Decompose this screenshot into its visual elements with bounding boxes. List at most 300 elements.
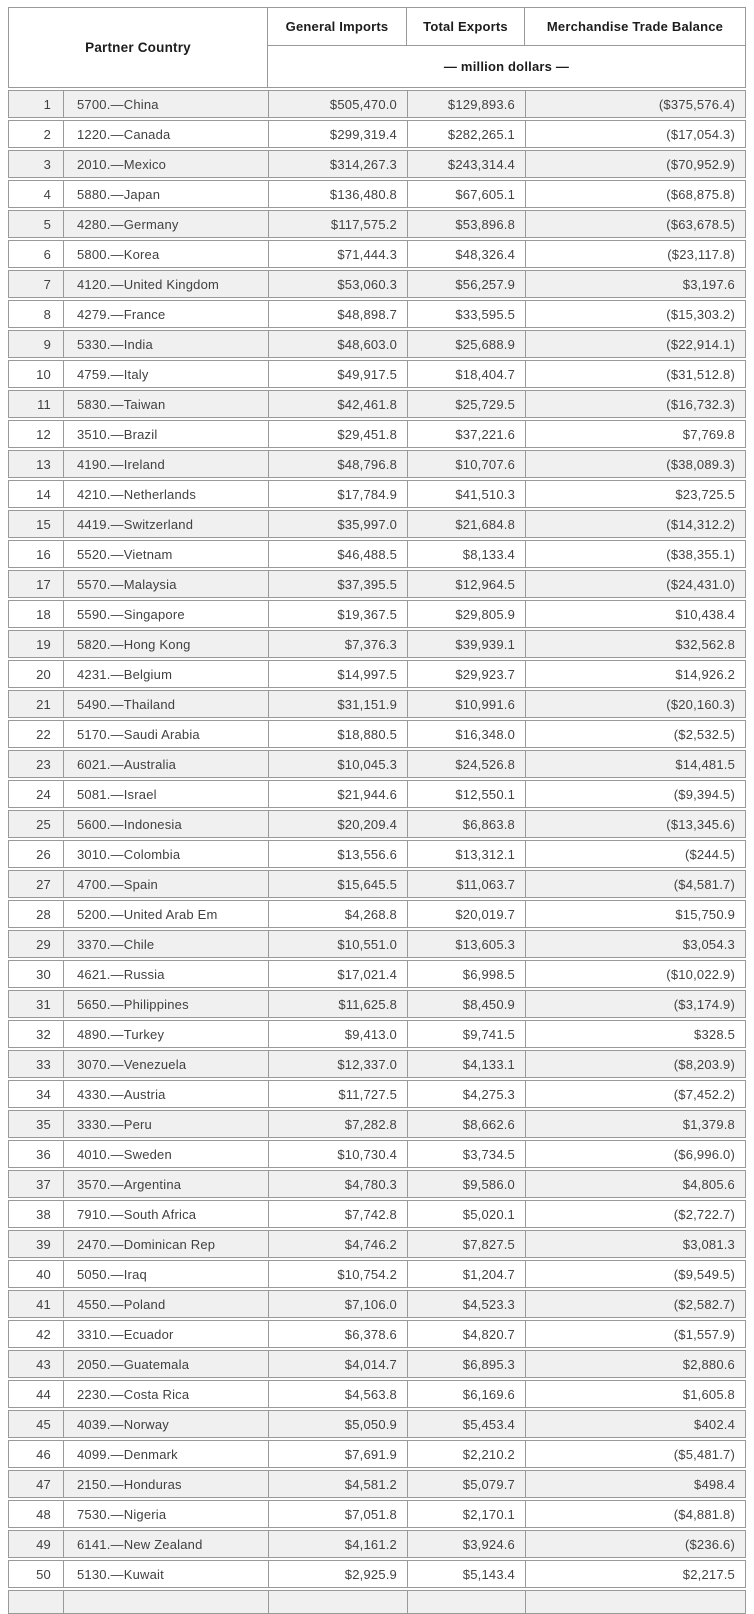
country-cell: 4621.—Russia	[63, 961, 268, 987]
country-cell: 3510.—Brazil	[63, 421, 268, 447]
table-row	[8, 1500, 746, 1528]
rank-cell: 36	[36, 1146, 51, 1162]
imports-cell: $10,045.3	[268, 751, 407, 777]
balance-cell: $32,562.8	[525, 631, 745, 657]
balance-cell: $14,926.2	[525, 661, 745, 687]
country-cell: 5570.—Malaysia	[63, 571, 268, 597]
balance-cell: ($17,054.3)	[525, 121, 745, 147]
imports-cell: $117,575.2	[268, 211, 407, 237]
column-header-total-exports: Total Exports	[407, 8, 525, 45]
balance-cell: ($6,996.0)	[525, 1141, 745, 1167]
imports-cell: $42,461.8	[268, 391, 407, 417]
country-cell: 2010.—Mexico	[63, 151, 268, 177]
exports-cell: $5,020.1	[407, 1201, 525, 1227]
balance-cell: ($38,089.3)	[525, 451, 745, 477]
imports-cell: $71,444.3	[268, 241, 407, 267]
table-row	[8, 1020, 746, 1048]
imports-cell: $6,378.6	[268, 1321, 407, 1347]
rank-cell: 22	[36, 726, 51, 742]
balance-cell: $10,438.4	[525, 601, 745, 627]
exports-cell: $4,523.3	[407, 1291, 525, 1317]
imports-cell: $9,413.0	[268, 1021, 407, 1047]
imports-cell: $20,209.4	[268, 811, 407, 837]
balance-cell: ($7,452.2)	[525, 1081, 745, 1107]
country-cell: 4279.—France	[63, 301, 268, 327]
imports-cell: $4,780.3	[268, 1171, 407, 1197]
balance-cell: ($23,117.8)	[525, 241, 745, 267]
rank-cell: 9	[43, 336, 51, 352]
rank-cell: 48	[36, 1506, 51, 1522]
table-row	[8, 330, 746, 358]
imports-cell: $17,784.9	[268, 481, 407, 507]
country-cell: 2470.—Dominican Rep	[63, 1231, 268, 1257]
table-row	[8, 1440, 746, 1468]
country-cell: 4759.—Italy	[63, 361, 268, 387]
balance-cell: ($10,022.9)	[525, 961, 745, 987]
imports-cell: $2,925.9	[268, 1561, 407, 1587]
rank-cell: 49	[36, 1536, 51, 1552]
exports-cell: $24,526.8	[407, 751, 525, 777]
balance-cell: $2,880.6	[525, 1351, 745, 1377]
rank-cell	[9, 1591, 63, 1613]
exports-cell: $6,998.5	[407, 961, 525, 987]
table-row	[8, 1110, 746, 1138]
country-cell: 3310.—Ecuador	[63, 1321, 268, 1347]
rank-cell: 14	[36, 486, 51, 502]
rank-cell: 10	[36, 366, 51, 382]
table-row	[8, 1260, 746, 1288]
trade-table	[8, 7, 746, 1614]
table-row-partial	[8, 1590, 746, 1614]
balance-cell: $3,054.3	[525, 931, 745, 957]
rank-cell: 19	[36, 636, 51, 652]
imports-cell: $7,742.8	[268, 1201, 407, 1227]
rank-cell: 1	[43, 96, 51, 112]
balance-cell: ($1,557.9)	[525, 1321, 745, 1347]
rank-cell: 46	[36, 1446, 51, 1462]
imports-cell: $7,376.3	[268, 631, 407, 657]
balance-cell: ($375,576.4)	[525, 91, 745, 117]
table-row	[8, 1410, 746, 1438]
rank-cell: 12	[36, 426, 51, 442]
country-cell: 5600.—Indonesia	[63, 811, 268, 837]
exports-cell: $12,550.1	[407, 781, 525, 807]
exports-cell: $6,863.8	[407, 811, 525, 837]
imports-cell: $11,625.8	[268, 991, 407, 1017]
balance-cell	[525, 1591, 745, 1613]
country-cell: 5130.—Kuwait	[63, 1561, 268, 1587]
balance-cell: $3,197.6	[525, 271, 745, 297]
unit-label-million-dollars: — million dollars —	[443, 59, 570, 74]
rank-cell: 39	[36, 1236, 51, 1252]
country-cell: 5170.—Saudi Arabia	[63, 721, 268, 747]
table-row	[8, 1230, 746, 1258]
country-cell: 1220.—Canada	[63, 121, 268, 147]
country-cell: 4010.—Sweden	[63, 1141, 268, 1167]
exports-cell: $4,133.1	[407, 1051, 525, 1077]
balance-cell: ($31,512.8)	[525, 361, 745, 387]
balance-cell: $23,725.5	[525, 481, 745, 507]
country-cell: 5200.—United Arab Em	[63, 901, 268, 927]
balance-cell: ($2,532.5)	[525, 721, 745, 747]
exports-cell: $48,326.4	[407, 241, 525, 267]
table-row	[8, 300, 746, 328]
exports-cell: $9,586.0	[407, 1171, 525, 1197]
table-row	[8, 360, 746, 388]
balance-cell: $498.4	[525, 1471, 745, 1497]
balance-cell: ($16,732.3)	[525, 391, 745, 417]
country-cell: 3370.—Chile	[63, 931, 268, 957]
rank-cell: 32	[36, 1026, 51, 1042]
imports-cell: $19,367.5	[268, 601, 407, 627]
balance-cell: ($24,431.0)	[525, 571, 745, 597]
balance-cell: ($20,160.3)	[525, 691, 745, 717]
rank-cell: 13	[36, 456, 51, 472]
table-row	[8, 1530, 746, 1558]
exports-cell: $8,450.9	[407, 991, 525, 1017]
table-row	[8, 450, 746, 478]
country-cell: 6021.—Australia	[63, 751, 268, 777]
table-row	[8, 930, 746, 958]
exports-cell: $5,143.4	[407, 1561, 525, 1587]
balance-cell: $15,750.9	[525, 901, 745, 927]
rank-cell: 42	[36, 1326, 51, 1342]
country-cell: 4890.—Turkey	[63, 1021, 268, 1047]
rank-cell: 4	[43, 186, 51, 202]
exports-cell: $39,939.1	[407, 631, 525, 657]
rank-cell: 35	[36, 1116, 51, 1132]
rank-cell: 5	[43, 216, 51, 232]
table-row	[8, 180, 746, 208]
rank-cell: 50	[36, 1566, 51, 1582]
table-header	[8, 7, 746, 88]
imports-cell: $17,021.4	[268, 961, 407, 987]
exports-cell: $37,221.6	[407, 421, 525, 447]
exports-cell: $282,265.1	[407, 121, 525, 147]
exports-cell: $13,312.1	[407, 841, 525, 867]
table-row	[8, 900, 746, 928]
rank-cell: 30	[36, 966, 51, 982]
rank-cell: 20	[36, 666, 51, 682]
balance-cell: ($236.6)	[525, 1531, 745, 1557]
exports-cell: $67,605.1	[407, 181, 525, 207]
exports-cell: $8,133.4	[407, 541, 525, 567]
table-row	[8, 510, 746, 538]
exports-cell: $9,741.5	[407, 1021, 525, 1047]
table-row	[8, 630, 746, 658]
table-body	[8, 90, 746, 1588]
rank-cell: 28	[36, 906, 51, 922]
imports-cell: $48,796.8	[268, 451, 407, 477]
country-cell: 3010.—Colombia	[63, 841, 268, 867]
imports-cell: $7,051.8	[268, 1501, 407, 1527]
country-cell: 4419.—Switzerland	[63, 511, 268, 537]
imports-cell: $5,050.9	[268, 1411, 407, 1437]
exports-cell: $56,257.9	[407, 271, 525, 297]
exports-cell: $5,079.7	[407, 1471, 525, 1497]
exports-cell: $41,510.3	[407, 481, 525, 507]
header-value-columns	[268, 8, 745, 87]
exports-cell: $20,019.7	[407, 901, 525, 927]
imports-cell: $29,451.8	[268, 421, 407, 447]
country-cell: 5650.—Philippines	[63, 991, 268, 1017]
country-cell: 3330.—Peru	[63, 1111, 268, 1137]
table-row	[8, 120, 746, 148]
imports-cell: $53,060.3	[268, 271, 407, 297]
exports-cell: $5,453.4	[407, 1411, 525, 1437]
imports-cell: $10,754.2	[268, 1261, 407, 1287]
balance-cell: ($14,312.2)	[525, 511, 745, 537]
balance-cell: $1,379.8	[525, 1111, 745, 1137]
table-row	[8, 990, 746, 1018]
table-row	[8, 720, 746, 748]
rank-cell: 17	[36, 576, 51, 592]
balance-cell: ($2,582.7)	[525, 1291, 745, 1317]
imports-cell: $4,014.7	[268, 1351, 407, 1377]
exports-cell: $12,964.5	[407, 571, 525, 597]
table-row	[8, 870, 746, 898]
exports-cell: $7,827.5	[407, 1231, 525, 1257]
imports-cell: $46,488.5	[268, 541, 407, 567]
rank-cell: 11	[37, 396, 51, 412]
rank-cell: 47	[36, 1476, 51, 1492]
imports-cell: $12,337.0	[268, 1051, 407, 1077]
exports-cell: $4,820.7	[407, 1321, 525, 1347]
rank-cell: 8	[43, 306, 51, 322]
rank-cell: 37	[36, 1176, 51, 1192]
imports-cell: $37,395.5	[268, 571, 407, 597]
rank-cell: 44	[36, 1386, 51, 1402]
table-row	[8, 1170, 746, 1198]
balance-cell: ($38,355.1)	[525, 541, 745, 567]
imports-cell: $31,151.9	[268, 691, 407, 717]
country-cell: 2230.—Costa Rica	[63, 1381, 268, 1407]
imports-cell: $18,880.5	[268, 721, 407, 747]
imports-cell: $4,161.2	[268, 1531, 407, 1557]
column-header-general-imports: General Imports	[268, 8, 407, 45]
rank-cell: 24	[36, 786, 51, 802]
rank-cell: 2	[43, 126, 51, 142]
country-cell: 3070.—Venezuela	[63, 1051, 268, 1077]
balance-cell: ($68,875.8)	[525, 181, 745, 207]
imports-cell: $4,581.2	[268, 1471, 407, 1497]
imports-cell: $4,563.8	[268, 1381, 407, 1407]
balance-cell: ($70,952.9)	[525, 151, 745, 177]
exports-cell: $29,923.7	[407, 661, 525, 687]
imports-cell: $4,268.8	[268, 901, 407, 927]
exports-cell: $1,204.7	[407, 1261, 525, 1287]
imports-cell: $7,106.0	[268, 1291, 407, 1317]
country-cell: 4280.—Germany	[63, 211, 268, 237]
rank-cell: 38	[36, 1206, 51, 1222]
imports-cell: $15,645.5	[268, 871, 407, 897]
country-cell: 4550.—Poland	[63, 1291, 268, 1317]
exports-cell	[407, 1591, 525, 1613]
table-row	[8, 540, 746, 568]
table-row	[8, 1080, 746, 1108]
imports-cell: $7,282.8	[268, 1111, 407, 1137]
table-row	[8, 750, 746, 778]
imports-cell	[268, 1591, 407, 1613]
rank-cell: 6	[43, 246, 51, 262]
country-cell: 5081.—Israel	[63, 781, 268, 807]
rank-cell: 27	[36, 876, 51, 892]
balance-cell: $402.4	[525, 1411, 745, 1437]
balance-cell: $4,805.6	[525, 1171, 745, 1197]
table-row	[8, 150, 746, 178]
table-row	[8, 600, 746, 628]
table-row	[8, 1380, 746, 1408]
balance-cell: ($8,203.9)	[525, 1051, 745, 1077]
exports-cell: $53,896.8	[407, 211, 525, 237]
exports-cell: $2,170.1	[407, 1501, 525, 1527]
exports-cell: $10,707.6	[407, 451, 525, 477]
imports-cell: $35,997.0	[268, 511, 407, 537]
balance-cell: $7,769.8	[525, 421, 745, 447]
country-cell: 5800.—Korea	[63, 241, 268, 267]
balance-cell: $3,081.3	[525, 1231, 745, 1257]
balance-cell: $1,605.8	[525, 1381, 745, 1407]
imports-cell: $10,551.0	[268, 931, 407, 957]
country-cell: 2050.—Guatemala	[63, 1351, 268, 1377]
table-row	[8, 1290, 746, 1318]
imports-cell: $48,603.0	[268, 331, 407, 357]
rank-cell: 16	[36, 546, 51, 562]
country-cell: 5830.—Taiwan	[63, 391, 268, 417]
balance-cell: $328.5	[525, 1021, 745, 1047]
rank-cell: 33	[36, 1056, 51, 1072]
table-row	[8, 390, 746, 418]
imports-cell: $10,730.4	[268, 1141, 407, 1167]
table-row	[8, 420, 746, 448]
rank-cell: 43	[36, 1356, 51, 1372]
column-header-partner-country: Partner Country	[9, 8, 268, 87]
table-row	[8, 1320, 746, 1348]
balance-cell: $14,481.5	[525, 751, 745, 777]
exports-cell: $129,893.6	[407, 91, 525, 117]
table-row	[8, 1200, 746, 1228]
country-cell: 5700.—China	[63, 91, 268, 117]
rank-cell: 45	[36, 1416, 51, 1432]
table-row	[8, 480, 746, 508]
rank-cell: 25	[36, 816, 51, 832]
balance-cell: ($244.5)	[525, 841, 745, 867]
rank-cell: 41	[36, 1296, 51, 1312]
balance-cell: ($4,881.8)	[525, 1501, 745, 1527]
table-row	[8, 1560, 746, 1588]
table-row	[8, 270, 746, 298]
country-cell: 7910.—South Africa	[63, 1201, 268, 1227]
imports-cell: $4,746.2	[268, 1231, 407, 1257]
country-cell: 7530.—Nigeria	[63, 1501, 268, 1527]
imports-cell: $314,267.3	[268, 151, 407, 177]
exports-cell: $21,684.8	[407, 511, 525, 537]
imports-cell: $14,997.5	[268, 661, 407, 687]
rank-cell: 15	[36, 516, 51, 532]
table-row	[8, 90, 746, 118]
table-row	[8, 780, 746, 808]
exports-cell: $13,605.3	[407, 931, 525, 957]
table-row	[8, 240, 746, 268]
country-cell: 4330.—Austria	[63, 1081, 268, 1107]
exports-cell: $18,404.7	[407, 361, 525, 387]
rank-cell: 40	[36, 1266, 51, 1282]
rank-cell: 18	[36, 606, 51, 622]
country-cell: 5330.—India	[63, 331, 268, 357]
exports-cell: $6,895.3	[407, 1351, 525, 1377]
country-cell: 4120.—United Kingdom	[63, 271, 268, 297]
exports-cell: $25,688.9	[407, 331, 525, 357]
country-cell: 5590.—Singapore	[63, 601, 268, 627]
table-row	[8, 840, 746, 868]
exports-cell: $25,729.5	[407, 391, 525, 417]
balance-cell: ($22,914.1)	[525, 331, 745, 357]
exports-cell: $16,348.0	[407, 721, 525, 747]
exports-cell: $8,662.6	[407, 1111, 525, 1137]
country-cell: 5520.—Vietnam	[63, 541, 268, 567]
exports-cell: $33,595.5	[407, 301, 525, 327]
balance-cell: ($63,678.5)	[525, 211, 745, 237]
country-cell	[63, 1591, 268, 1613]
imports-cell: $48,898.7	[268, 301, 407, 327]
exports-cell: $11,063.7	[407, 871, 525, 897]
country-cell: 4210.—Netherlands	[63, 481, 268, 507]
country-cell: 2150.—Honduras	[63, 1471, 268, 1497]
exports-cell: $4,275.3	[407, 1081, 525, 1107]
imports-cell: $11,727.5	[268, 1081, 407, 1107]
table-row	[8, 810, 746, 838]
table-row	[8, 960, 746, 988]
table-row	[8, 1140, 746, 1168]
rank-cell: 34	[36, 1086, 51, 1102]
country-cell: 5050.—Iraq	[63, 1261, 268, 1287]
balance-cell: ($13,345.6)	[525, 811, 745, 837]
balance-cell: ($9,549.5)	[525, 1261, 745, 1287]
rank-cell: 3	[43, 156, 51, 172]
column-header-merchandise-trade-balance: Merchandise Trade Balance	[546, 19, 724, 34]
country-cell: 4039.—Norway	[63, 1411, 268, 1437]
balance-cell: ($2,722.7)	[525, 1201, 745, 1227]
country-cell: 3570.—Argentina	[63, 1171, 268, 1197]
exports-cell: $6,169.6	[407, 1381, 525, 1407]
balance-cell: ($4,581.7)	[525, 871, 745, 897]
exports-cell: $3,924.6	[407, 1531, 525, 1557]
rank-cell: 29	[36, 936, 51, 952]
country-cell: 4700.—Spain	[63, 871, 268, 897]
table-row	[8, 570, 746, 598]
balance-cell: ($3,174.9)	[525, 991, 745, 1017]
balance-cell: ($5,481.7)	[525, 1441, 745, 1467]
country-cell: 4190.—Ireland	[63, 451, 268, 477]
rank-cell: 7	[43, 276, 51, 292]
table-row	[8, 690, 746, 718]
table-row	[8, 210, 746, 238]
rank-cell: 21	[36, 696, 51, 712]
table-row	[8, 1350, 746, 1378]
balance-cell: $2,217.5	[525, 1561, 745, 1587]
country-cell: 5490.—Thailand	[63, 691, 268, 717]
rank-cell: 26	[36, 846, 51, 862]
imports-cell: $299,319.4	[268, 121, 407, 147]
table-row	[8, 1050, 746, 1078]
rank-cell: 23	[36, 756, 51, 772]
balance-cell: ($9,394.5)	[525, 781, 745, 807]
exports-cell: $3,734.5	[407, 1141, 525, 1167]
imports-cell: $136,480.8	[268, 181, 407, 207]
imports-cell: $21,944.6	[268, 781, 407, 807]
table-row	[8, 1470, 746, 1498]
imports-cell: $13,556.6	[268, 841, 407, 867]
